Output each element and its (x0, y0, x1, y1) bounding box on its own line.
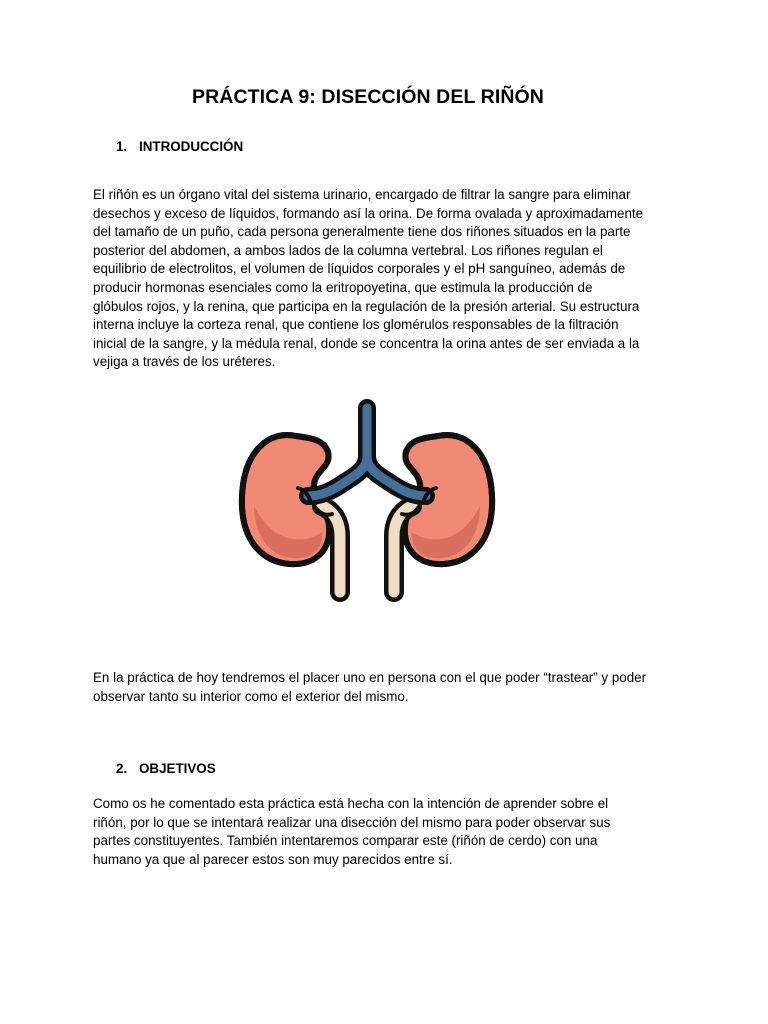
paragraph-line: producir hormonas esenciales como la eritropoyetina, que estimula la producción de (93, 279, 593, 295)
paragraph-line: El riñón es un órgano vital del sistema urinario, encargado de filtrar la sangre para eliminar (93, 187, 631, 202)
paragraph-line: desechos y exceso de líquidos, formando así la orina. De forma ovalada y aproximadamente (93, 205, 644, 221)
section-heading-objetivos (116, 761, 216, 776)
section-title: OBJETIVOS (139, 761, 216, 776)
section-heading-introduccion (116, 139, 243, 154)
paragraph-line: partes constituyentes. También intentaremos comparar este (riñón de cerdo) con una (93, 833, 598, 849)
practice-paragraph (93, 669, 677, 706)
paragraph-line: Como os he comentado esta práctica está hecha con la intención de aprender sobre el (93, 796, 609, 811)
objectives-paragraph (93, 795, 677, 869)
paragraph-line: observar tanto su interior como el exterior del mismo. (93, 688, 409, 704)
paragraph-line: del tamaño de un puño, cada persona generalmente tiene dos riñones situados en la parte (93, 224, 631, 240)
paragraph-line: vejiga a través de los uréteres. (93, 354, 276, 370)
paragraph-line: humano ya que al parecer estos son muy parecidos entre sí. (93, 851, 453, 867)
section-number: 1. (116, 139, 128, 154)
intro-paragraph (93, 186, 677, 372)
paragraph-line: glóbulos rojos, y la renina, que participa en la regulación de la presión arterial. Su estructura (93, 298, 640, 314)
paragraph-line: equilibrio de electrolitos, el volumen de líquidos corporales y el pH sanguíneo, además de (93, 261, 626, 277)
page-title: PRÁCTICA 9: DISECCIÓN DEL RIÑÓN (192, 86, 544, 108)
section-title: INTRODUCCIÓN (139, 139, 244, 154)
paragraph-line: inicial de la sangre, y la médula renal, donde se concentra la orina antes de ser enviada a la (93, 335, 640, 351)
kidneys-icon (232, 396, 504, 610)
paragraph-line: posterior del abdomen, a ambos lados de la columna vertebral. Los riñones regulan el (93, 242, 603, 258)
paragraph-line: riñón, por lo que se intentará realizar una disección del mismo para poder observar sus (93, 814, 611, 830)
section-number: 2. (116, 761, 128, 776)
paragraph-line: En la práctica de hoy tendremos el placer uno en persona con el que poder “trastear” y poder (93, 670, 647, 685)
paragraph-line: interna incluye la corteza renal, que contiene los glomérulos responsables de la filtración (93, 317, 619, 333)
